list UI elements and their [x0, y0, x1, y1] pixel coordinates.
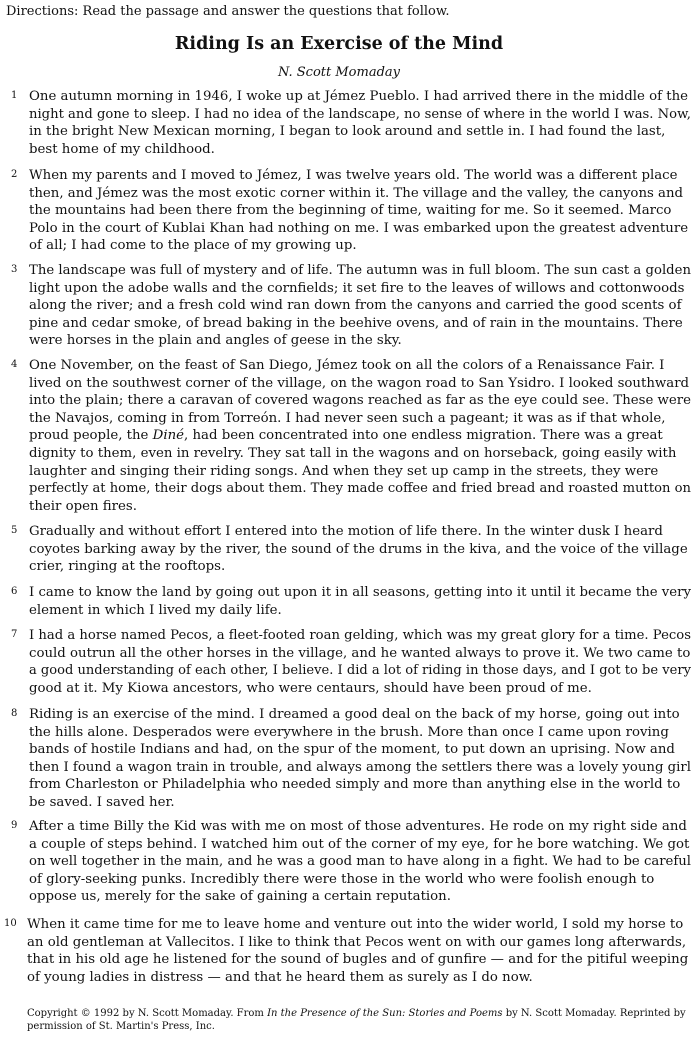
paragraph-line: then I found a wagon train in trouble, and always among the settlers there was a lovely young girl: [29, 759, 692, 775]
paragraph-line: their open fires.: [29, 498, 137, 514]
paragraph-line: that in his old age he listened for the sound of bugles and of gunfire — and for the pitiful weeping: [27, 952, 689, 968]
paragraph-number: 4: [11, 359, 18, 370]
paragraph-line: night and gone to sleep. I had no idea of the landscape, no sense of where in the world I was. Now,: [29, 106, 691, 122]
paragraph-number: 6: [11, 586, 18, 597]
paragraph-line: I came to know the land by going out upon it in all seasons, getting into it until it became the very: [29, 585, 692, 600]
paragraph-line: be saved. I saved her.: [29, 795, 175, 810]
paragraph-line: a good understanding of each other, I believe. I did a lot of riding in those days, and I got to be very: [29, 663, 691, 679]
paragraph-line: light upon the adobe walls and the cornfields; it set fire to the leaves of willows and cottonwoods: [29, 280, 685, 296]
paragraph-line: were horses in the plain and angles of geese in the sky.: [29, 333, 402, 349]
paragraph-line: bands of hostile Indians and had, on the spur of the moment, to put down an uprising. Now and: [29, 742, 675, 758]
paragraph-line: The landscape was full of mystery and of life. The autumn was in full bloom. The sun cast a golden: [29, 263, 691, 278]
paragraph-line: After a time Billy the Kid was with me on most of those adventures. He rode on my right side and: [29, 819, 687, 834]
paragraph-line: coyotes barking away by the river, the sound of the drums in the kiva, and the voice of the village: [29, 541, 688, 557]
paragraph-line: of glory-seeking punks. Incredibly there were those in the world who were foolish enough to: [29, 871, 655, 887]
paragraph-line: proud people, the Diné, had been concentrated into one endless migration. There was a great: [29, 428, 663, 444]
paragraph-line: of young ladies in distress — and that he heard them as surely as I do now.: [27, 969, 533, 985]
paragraph-line: a couple of steps behind. I watched him out of the corner of my eye, for he bore watching. We got: [29, 836, 690, 852]
paragraph-line: laughter and singing their riding songs. And when they set up camp in the streets, they were: [29, 463, 659, 479]
paragraph-number: 10: [4, 918, 17, 929]
paragraph-line: into the plain; there a caravan of covered wagons reached as far as the eye could see. These were: [29, 393, 691, 409]
paragraph-line: oppose us, merely for the sake of gaining a certain reputation.: [29, 889, 451, 905]
paragraph-line: Riding is an exercise of the mind. I dreamed a good deal on the back of my horse, going out into: [29, 707, 680, 722]
paragraph-line: Gradually and without effort I entered into the motion of life there. In the winter dusk I heard: [29, 524, 663, 539]
paragraph-line: One November, on the feast of San Diego, Jémez took on all the colors of a Renaissance Fair. I: [29, 358, 665, 373]
paragraph-line: perfectly at home, their dogs about them. They made coffee and fried bread and roasted mutton on: [29, 481, 691, 497]
paragraph-number: 2: [11, 169, 18, 180]
paragraph-line: lived on the southwest corner of the village, on the wagon road to San Ysidro. I looked southward: [29, 375, 690, 391]
paragraph-line: dignity to them, even in revelry. They sat tall in the wagons and on horseback, going easily with: [29, 446, 677, 461]
paragraph-line: then, and Jémez was the most exotic corner within it. The village and the valley, the canyons and: [29, 185, 684, 201]
paragraph-line: the mountains had been there from the beginning of time, waiting for me. So it seemed. Marco: [29, 203, 672, 219]
paragraph-line: element in which I lived my daily life.: [29, 602, 282, 618]
paragraph-line: the Navajos, coming in from Torreón. I had never seen such a pageant; it was as if that whole,: [29, 410, 666, 426]
paragraph-line: in the bright New Mexican morning, I began to look around and settle in. I had found the last,: [29, 124, 666, 140]
paragraph-line: of all; I had come to the place of my growing up.: [29, 238, 357, 254]
paragraph-number: 7: [11, 629, 18, 640]
paragraph-number: 3: [11, 264, 18, 275]
paragraph-line: an old gentleman at Vallecitos. I like to think that Pecos went on with our games long afterwards,: [27, 934, 687, 950]
paragraph-number: 9: [11, 820, 18, 831]
paragraph-line: When it came time for me to leave home and venture out into the wider world, I sold my horse to: [27, 917, 684, 932]
paragraph-line: pine and cedar smoke, of bread baking in the beehive ovens, and of rain in the mountains. There: [29, 315, 683, 331]
paragraph-line: from Charleston or Philadelphia who needed simply and more than anything else in the world to: [29, 777, 681, 793]
paragraph-number: 8: [11, 708, 18, 719]
passage-author: N. Scott Momaday: [277, 65, 401, 80]
paragraph-line: best home of my childhood.: [29, 141, 215, 157]
paragraph-line: I had a horse named Pecos, a fleet-footed roan gelding, which was my great glory for a time. Pecos: [29, 628, 691, 643]
paragraph-line: When my parents and I moved to Jémez, I was twelve years old. The world was a different place: [29, 168, 678, 183]
directions-text: Directions: Read the passage and answer the questions that follow.: [6, 4, 450, 19]
paragraph-line: One autumn morning in 1946, I woke up at Jémez Pueblo. I had arrived there in the middle of the: [29, 89, 689, 104]
paragraph-line: could outrun all the other horses in the village, and he wanted always to prove it. We two came to: [29, 645, 691, 661]
paragraph-line: crier, ringing at the rooftops.: [29, 559, 226, 575]
paragraph-line: good at it. My Kiowa ancestors, who were centaurs, should have been proud of me.: [29, 680, 592, 696]
paragraph-number: 5: [11, 525, 18, 536]
passage-title: Riding Is an Exercise of the Mind: [174, 34, 504, 54]
copyright-line-1: Copyright © 1992 by N. Scott Momaday. From In the Presence of the Sun: Stories and Poems by N. Scott Momaday. Reprinted by: [27, 1008, 686, 1019]
paragraph-line: Polo in the court of Kublai Khan had nothing on me. I was embarked upon the greatest adventure: [29, 220, 689, 236]
copyright-line-2: permission of St. Martin's Press, Inc.: [27, 1021, 215, 1032]
paragraph-line: along the river; and a fresh cold wind ran down from the canyons and carried the good scents of: [29, 298, 682, 314]
paragraph-line: the hills alone. Desperados were everywhere in the brush. More than once I came upon roving: [29, 724, 669, 740]
paragraph-number: 1: [11, 90, 18, 101]
paragraph-line: on well together in the main, and he was a good man to have along in a fight. We had to be careful: [29, 854, 691, 870]
